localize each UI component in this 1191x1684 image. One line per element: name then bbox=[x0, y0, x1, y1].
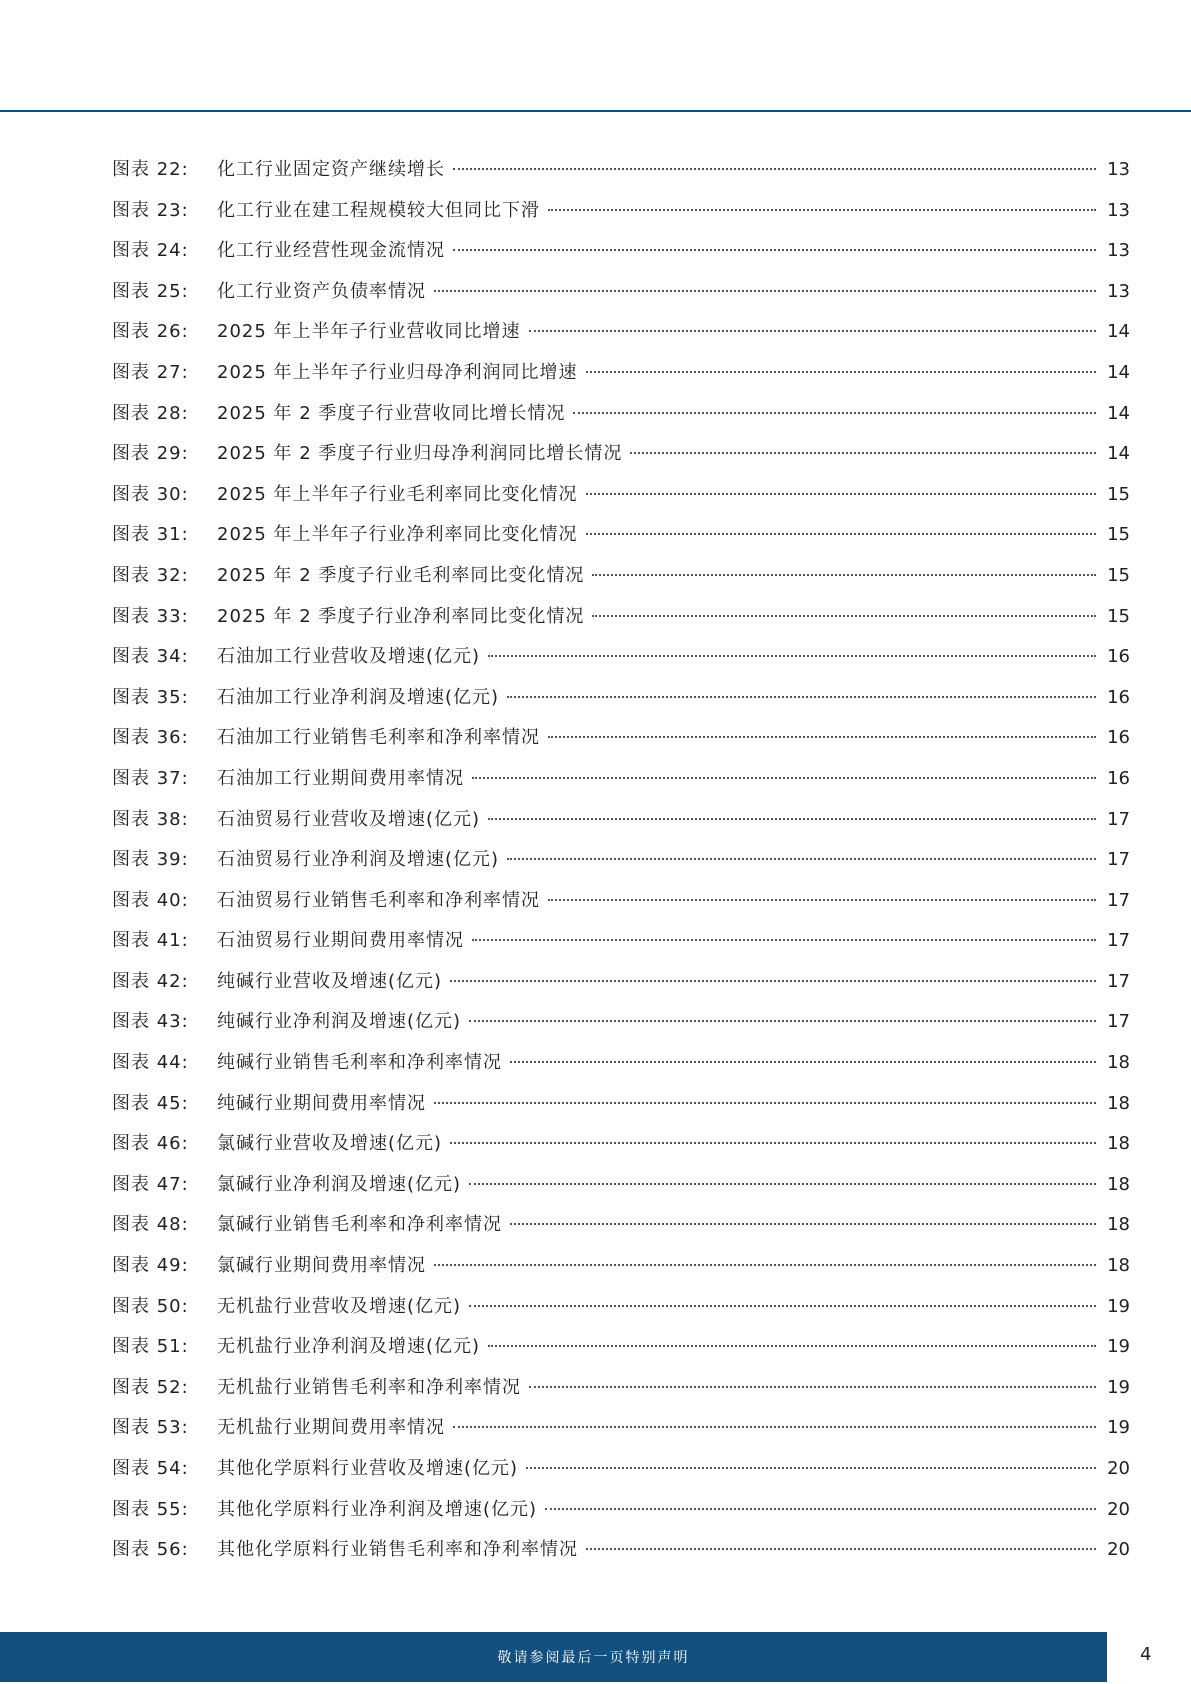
dot-leader bbox=[586, 1547, 1096, 1550]
figure-title: 其他化学原料行业销售毛利率和净利率情况 bbox=[217, 1539, 578, 1561]
figure-title: 其他化学原料行业净利润及增速(亿元) bbox=[217, 1498, 538, 1520]
figure-label: 图表 31: bbox=[112, 524, 189, 546]
figure-title: 氯碱行业营收及增速(亿元) bbox=[217, 1133, 443, 1155]
toc-entry[interactable] bbox=[112, 394, 1130, 435]
toc-entry[interactable] bbox=[112, 921, 1130, 962]
figure-page-number: 17 bbox=[1107, 970, 1130, 992]
toc-entry[interactable] bbox=[112, 312, 1130, 353]
figure-page-number: 19 bbox=[1107, 1417, 1130, 1439]
figure-page-number: 19 bbox=[1107, 1376, 1130, 1398]
figure-page-number: 13 bbox=[1107, 280, 1130, 302]
figure-page-number: 20 bbox=[1107, 1498, 1130, 1520]
figure-label: 图表 22: bbox=[112, 159, 189, 180]
figure-label: 图表 23: bbox=[112, 199, 189, 221]
dot-leader bbox=[507, 695, 1096, 698]
toc-entry[interactable] bbox=[112, 881, 1130, 922]
toc-entry[interactable] bbox=[112, 1530, 1130, 1571]
figure-page-number: 20 bbox=[1107, 1539, 1130, 1561]
figure-label: 图表 41: bbox=[112, 930, 189, 952]
dot-leader bbox=[469, 1019, 1096, 1022]
figure-page-number: 16 bbox=[1107, 727, 1130, 749]
dot-leader bbox=[529, 329, 1096, 332]
dot-leader bbox=[469, 1304, 1096, 1307]
figure-page-number: 18 bbox=[1107, 1133, 1130, 1155]
figure-label: 图表 30: bbox=[112, 483, 189, 505]
figure-page-number: 17 bbox=[1107, 930, 1130, 952]
page-number: 4 bbox=[1140, 1644, 1152, 1665]
toc-entry[interactable] bbox=[112, 1490, 1130, 1531]
dot-leader bbox=[434, 1263, 1096, 1266]
figure-page-number: 16 bbox=[1107, 767, 1130, 789]
figure-label: 图表 46: bbox=[112, 1133, 189, 1155]
toc-entry[interactable] bbox=[112, 1084, 1130, 1125]
figure-page-number: 15 bbox=[1107, 524, 1130, 546]
figure-label: 图表 48: bbox=[112, 1214, 189, 1236]
figure-title: 石油加工行业销售毛利率和净利率情况 bbox=[217, 727, 540, 749]
figure-title: 氯碱行业销售毛利率和净利率情况 bbox=[217, 1214, 502, 1236]
figure-label: 图表 34: bbox=[112, 646, 189, 668]
toc-entry[interactable] bbox=[112, 353, 1130, 394]
figure-label: 图表 44: bbox=[112, 1052, 189, 1074]
figure-title: 2025 年上半年子行业毛利率同比变化情况 bbox=[217, 483, 578, 505]
dot-leader bbox=[488, 654, 1096, 657]
dot-leader bbox=[507, 857, 1096, 860]
figure-title: 2025 年 2 季度子行业营收同比增长情况 bbox=[217, 402, 566, 424]
toc-entry[interactable] bbox=[112, 1449, 1130, 1490]
figure-title: 化工行业资产负债率情况 bbox=[217, 280, 426, 302]
figure-label: 图表 47: bbox=[112, 1173, 189, 1195]
dot-leader bbox=[434, 289, 1096, 292]
figure-label: 图表 40: bbox=[112, 889, 189, 911]
figure-title: 无机盐行业销售毛利率和净利率情况 bbox=[217, 1376, 521, 1398]
figure-label: 图表 55: bbox=[112, 1498, 189, 1520]
figure-label: 图表 53: bbox=[112, 1417, 189, 1439]
dot-leader bbox=[510, 1060, 1096, 1063]
toc-entry[interactable] bbox=[112, 191, 1130, 232]
figure-page-number: 14 bbox=[1107, 361, 1130, 383]
toc-entry[interactable] bbox=[112, 718, 1130, 759]
figure-page-number: 19 bbox=[1107, 1295, 1130, 1317]
figure-page-number: 18 bbox=[1107, 1214, 1130, 1236]
figure-title: 无机盐行业期间费用率情况 bbox=[217, 1417, 445, 1439]
dot-leader bbox=[453, 167, 1096, 170]
dot-leader bbox=[529, 1385, 1096, 1388]
figure-label: 图表 36: bbox=[112, 727, 189, 749]
dot-leader bbox=[586, 532, 1096, 535]
figure-page-number: 15 bbox=[1107, 483, 1130, 505]
footer-bar bbox=[0, 1632, 1107, 1682]
figure-page-number: 16 bbox=[1107, 646, 1130, 668]
figure-label: 图表 24: bbox=[112, 240, 189, 262]
toc-entry[interactable] bbox=[112, 1043, 1130, 1084]
toc-entry[interactable] bbox=[112, 840, 1130, 881]
dot-leader bbox=[469, 1182, 1096, 1185]
figure-label: 图表 29: bbox=[112, 443, 189, 465]
toc-entry[interactable] bbox=[112, 800, 1130, 841]
figure-title: 纯碱行业期间费用率情况 bbox=[217, 1092, 426, 1114]
figure-label: 图表 52: bbox=[112, 1376, 189, 1398]
toc-entry[interactable] bbox=[112, 1327, 1130, 1368]
figure-title: 纯碱行业净利润及增速(亿元) bbox=[217, 1011, 462, 1033]
figure-title: 其他化学原料行业营收及增速(亿元) bbox=[217, 1458, 519, 1479]
figure-title: 石油加工行业期间费用率情况 bbox=[217, 767, 464, 789]
dot-leader bbox=[573, 411, 1096, 414]
disclaimer-notice: 敬请参阅最后一页特别声明 bbox=[497, 1650, 690, 1666]
figure-title: 2025 年 2 季度子行业净利率同比变化情况 bbox=[217, 605, 585, 627]
figure-title: 2025 年上半年子行业归母净利润同比增速 bbox=[217, 361, 578, 383]
toc-entry[interactable] bbox=[112, 475, 1130, 516]
toc-entry[interactable] bbox=[112, 1165, 1130, 1206]
toc-entry[interactable] bbox=[112, 434, 1130, 475]
toc-entry[interactable] bbox=[112, 637, 1130, 678]
figure-title: 化工行业经营性现金流情况 bbox=[217, 240, 445, 262]
figure-title: 氯碱行业净利润及增速(亿元) bbox=[217, 1173, 462, 1195]
toc-entry[interactable] bbox=[112, 231, 1130, 272]
dot-leader bbox=[548, 898, 1096, 901]
toc-entry[interactable] bbox=[112, 272, 1130, 313]
figure-page-number: 17 bbox=[1107, 1011, 1130, 1033]
figure-label: 图表 54: bbox=[112, 1458, 189, 1479]
toc-entry[interactable] bbox=[112, 1287, 1130, 1328]
figure-title: 石油加工行业营收及增速(亿元) bbox=[217, 646, 481, 668]
figure-title: 2025 年 2 季度子行业毛利率同比变化情况 bbox=[217, 564, 585, 586]
dot-leader bbox=[548, 208, 1096, 211]
figure-page-number: 15 bbox=[1107, 605, 1130, 627]
figure-label: 图表 28: bbox=[112, 402, 189, 424]
figure-page-number: 20 bbox=[1107, 1458, 1130, 1479]
figure-title: 2025 年上半年子行业营收同比增速 bbox=[217, 321, 521, 343]
toc-entry[interactable] bbox=[112, 1246, 1130, 1287]
figure-title: 氯碱行业期间费用率情况 bbox=[217, 1255, 426, 1277]
figure-page-number: 13 bbox=[1107, 199, 1130, 221]
figure-page-number: 17 bbox=[1107, 849, 1130, 871]
figure-label: 图表 35: bbox=[112, 686, 189, 708]
figure-page-number: 17 bbox=[1107, 808, 1130, 830]
figure-page-number: 18 bbox=[1107, 1255, 1130, 1277]
toc-entry[interactable] bbox=[112, 678, 1130, 719]
figure-label: 图表 45: bbox=[112, 1092, 189, 1114]
dot-leader bbox=[453, 1425, 1096, 1428]
figure-label: 图表 37: bbox=[112, 767, 189, 789]
figure-title: 化工行业在建工程规模较大但同比下滑 bbox=[217, 199, 540, 221]
dot-leader bbox=[453, 248, 1096, 251]
figure-page-number: 13 bbox=[1107, 159, 1130, 180]
figure-title: 无机盐行业净利润及增速(亿元) bbox=[217, 1336, 481, 1358]
figure-label: 图表 26: bbox=[112, 321, 189, 343]
figure-title: 石油贸易行业净利润及增速(亿元) bbox=[217, 849, 500, 871]
toc-entry[interactable] bbox=[112, 962, 1130, 1003]
figure-list bbox=[112, 150, 1130, 1571]
figure-label: 图表 25: bbox=[112, 280, 189, 302]
dot-leader bbox=[526, 1466, 1096, 1469]
figure-page-number: 18 bbox=[1107, 1052, 1130, 1074]
dot-leader bbox=[450, 1141, 1096, 1144]
toc-entry[interactable] bbox=[112, 1408, 1130, 1449]
dot-leader bbox=[488, 1344, 1096, 1347]
figure-label: 图表 42: bbox=[112, 970, 189, 992]
figure-label: 图表 50: bbox=[112, 1295, 189, 1317]
figure-page-number: 16 bbox=[1107, 686, 1130, 708]
toc-entry[interactable] bbox=[112, 1368, 1130, 1409]
figure-title: 纯碱行业营收及增速(亿元) bbox=[217, 970, 443, 992]
figure-page-number: 18 bbox=[1107, 1092, 1130, 1114]
toc-entry[interactable] bbox=[112, 1205, 1130, 1246]
dot-leader bbox=[510, 1222, 1096, 1225]
header-divider bbox=[0, 110, 1191, 112]
figure-label: 图表 43: bbox=[112, 1011, 189, 1033]
figure-title: 石油贸易行业期间费用率情况 bbox=[217, 930, 464, 952]
figure-label: 图表 32: bbox=[112, 564, 189, 586]
dot-leader bbox=[434, 1101, 1096, 1104]
dot-leader bbox=[586, 492, 1096, 495]
dot-leader bbox=[450, 979, 1096, 982]
dot-leader bbox=[545, 1507, 1096, 1510]
figure-title: 石油加工行业净利润及增速(亿元) bbox=[217, 686, 500, 708]
figure-label: 图表 56: bbox=[112, 1539, 189, 1561]
figure-page-number: 19 bbox=[1107, 1336, 1130, 1358]
toc-entry[interactable] bbox=[112, 556, 1130, 597]
dot-leader bbox=[472, 938, 1096, 941]
figure-title: 化工行业固定资产继续增长 bbox=[217, 159, 445, 180]
dot-leader bbox=[586, 370, 1096, 373]
dot-leader bbox=[592, 614, 1096, 617]
figure-title: 纯碱行业销售毛利率和净利率情况 bbox=[217, 1052, 502, 1074]
figure-label: 图表 38: bbox=[112, 808, 189, 830]
figure-page-number: 17 bbox=[1107, 889, 1130, 911]
figure-page-number: 18 bbox=[1107, 1173, 1130, 1195]
figure-page-number: 15 bbox=[1107, 564, 1130, 586]
dot-leader bbox=[592, 573, 1096, 576]
dot-leader bbox=[548, 735, 1096, 738]
figure-title: 石油贸易行业销售毛利率和净利率情况 bbox=[217, 889, 540, 911]
toc-entry[interactable] bbox=[112, 1002, 1130, 1043]
toc-entry[interactable] bbox=[112, 597, 1130, 638]
toc-entry[interactable] bbox=[112, 150, 1130, 191]
figure-page-number: 14 bbox=[1107, 402, 1130, 424]
figure-title: 无机盐行业营收及增速(亿元) bbox=[217, 1295, 462, 1317]
dot-leader bbox=[630, 451, 1096, 454]
toc-entry[interactable] bbox=[112, 759, 1130, 800]
toc-entry[interactable] bbox=[112, 515, 1130, 556]
figure-page-number: 13 bbox=[1107, 240, 1130, 262]
figure-page-number: 14 bbox=[1107, 321, 1130, 343]
toc-entry[interactable] bbox=[112, 1124, 1130, 1165]
figure-title: 石油贸易行业营收及增速(亿元) bbox=[217, 808, 481, 830]
figure-label: 图表 49: bbox=[112, 1255, 189, 1277]
dot-leader bbox=[472, 776, 1096, 779]
figure-title: 2025 年上半年子行业净利率同比变化情况 bbox=[217, 524, 578, 546]
figure-label: 图表 39: bbox=[112, 849, 189, 871]
figure-page-number: 14 bbox=[1107, 443, 1130, 465]
figure-label: 图表 27: bbox=[112, 361, 189, 383]
figure-label: 图表 51: bbox=[112, 1336, 189, 1358]
figure-title: 2025 年 2 季度子行业归母净利润同比增长情况 bbox=[217, 443, 623, 465]
dot-leader bbox=[488, 817, 1096, 820]
figure-label: 图表 33: bbox=[112, 605, 189, 627]
